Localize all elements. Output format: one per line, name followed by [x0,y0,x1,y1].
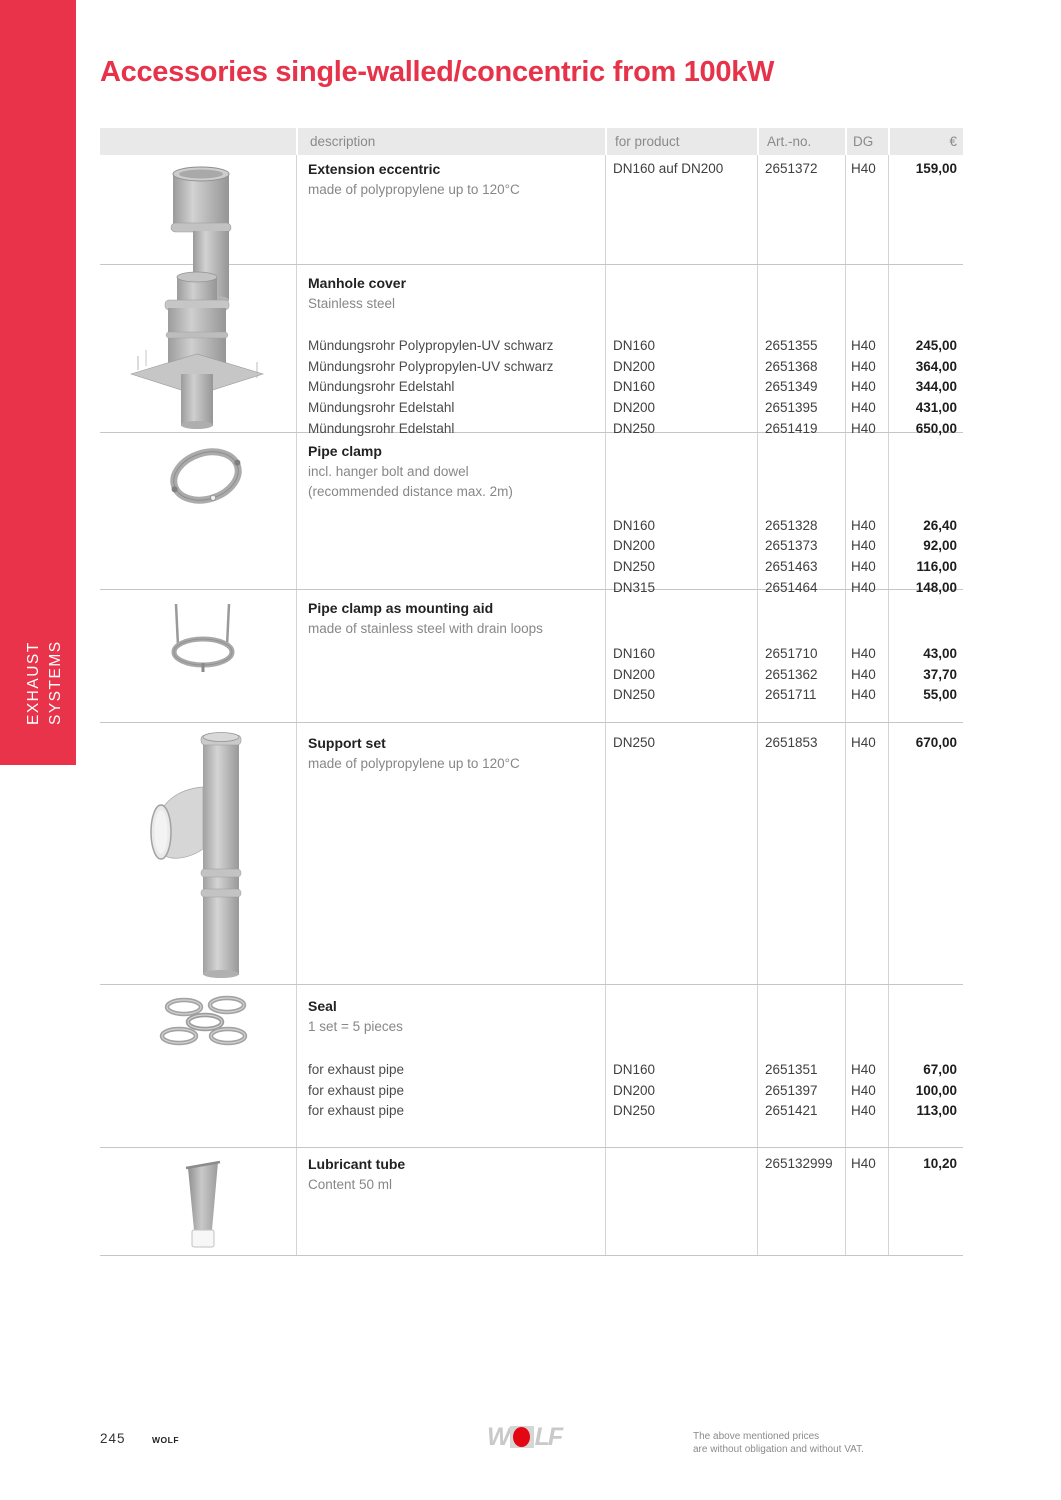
product-subtitle: incl. hanger bolt and dowel [308,463,469,479]
wolf-logo-lf: LF [534,1423,562,1451]
product-subtitle2: (recommended distance max. 2m) [308,484,513,500]
side-tab-line2: SYSTEMS [47,640,64,725]
variant-row: DN200 2651373 H40 92,00 [613,538,957,554]
product-title-line [100,735,963,756]
product-subtitle: made of polypropylene up to 120°C [308,181,520,197]
product-subtitle: Stainless steel [308,295,396,311]
accessories-table [100,128,963,1256]
price-value: 670,00 [915,735,957,750]
table-row [100,433,963,595]
variant-row: for exhaust pipe DN250 2651421 H40 113,00 [308,1103,957,1119]
variant-row: DN315 2651464 H40 148,00 [613,579,957,595]
product-title-line [100,443,963,464]
for-product-value [605,1156,757,1177]
variant-row: for exhaust pipe DN200 2651397 H40 100,00 [308,1082,957,1098]
table-row [100,723,963,985]
variant-row: for exhaust pipe DN160 2651351 H40 67,00 [308,1062,957,1078]
page-number: 245 [100,1431,126,1446]
variant-row: Mündungsrohr Edelstahl DN200 2651395 H40 431,00 [308,399,957,415]
table-row [100,265,963,436]
chapter-side-tab-label [23,597,69,747]
variant-row: DN160 2651710 H40 43,00 [613,646,957,662]
chapter-side-tab [0,0,76,765]
dg-value: H40 [851,735,876,750]
product-subtitle: made of polypropylene up to 120°C [308,755,520,771]
product-title-line [100,998,963,1019]
header-image-col [100,128,296,155]
variant-row: DN250 2651711 H40 55,00 [613,687,957,703]
table-row [100,985,963,1148]
product-title-line [100,275,963,296]
dg-value: H40 [851,161,876,176]
product-subtitle-line2 [100,484,963,505]
variant-row: Mündungsrohr Edelstahl DN160 2651349 H40 344,00 [308,379,957,395]
product-subtitle-line [100,621,963,642]
footer-brand-label: WOLF [152,1435,180,1445]
header-for-product: for product [605,128,757,155]
table-row [100,590,963,723]
table-row [100,155,963,265]
product-title: Lubricant tube [308,1156,406,1172]
wolf-logo-o-icon [510,1426,534,1448]
header-currency: € [888,128,963,155]
variant-row: DN200 2651362 H40 37,70 [613,666,957,682]
page-title: Accessories single-walled/concentric from 100kW [100,56,775,88]
table-header-row [100,128,963,155]
product-subtitle-line [100,1019,963,1040]
product-subtitle-line [100,464,963,485]
table-row [100,1148,963,1256]
art-no-value: 2651853 [765,735,818,750]
art-no-value: 2651372 [765,161,818,176]
for-product-value: DN160 auf DN200 [613,161,724,176]
product-subtitle-line [100,296,963,317]
footer-note-line1: The above mentioned prices [693,1431,820,1442]
header-dg: DG [845,128,888,155]
variant-row: DN250 2651463 H40 116,00 [613,558,957,574]
product-subtitle: Content 50 ml [308,1176,393,1192]
product-title: Extension eccentric [308,161,441,177]
product-subtitle-line [100,756,963,777]
product-title-line [100,1156,963,1177]
variant-row: Mündungsrohr Polypropylen-UV schwarz DN200 2651368 H40 364,00 [308,358,957,374]
product-subtitle: made of stainless steel with drain loops [308,620,543,636]
dg-value: H40 [851,1156,876,1171]
footer-price-note [693,1430,864,1456]
header-art-no: Art.-no. [757,128,845,155]
product-title: Pipe clamp as mounting aid [308,600,494,616]
variant-row: Mündungsrohr Polypropylen-UV schwarz DN160 2651355 H40 245,00 [308,338,957,354]
price-value: 10,20 [923,1156,957,1171]
product-subtitle: 1 set = 5 pieces [308,1018,403,1034]
product-title-line [100,600,963,621]
variant-row: DN160 2651328 H40 26,40 [613,517,957,533]
product-title: Pipe clamp [308,443,382,459]
wolf-logo [487,1424,561,1450]
product-title-line [100,161,963,182]
side-tab-line1: EXHAUST [25,641,42,725]
product-subtitle-line [100,182,963,203]
product-title: Support set [308,735,386,751]
for-product-value: DN250 [613,735,656,750]
product-subtitle-line [100,1177,963,1198]
art-no-value: 265132999 [765,1156,833,1171]
wolf-logo-w: W [487,1423,509,1451]
product-title: Seal [308,998,337,1014]
price-value: 159,00 [915,161,957,176]
variant-row: Mündungsrohr Edelstahl DN250 2651419 H40 650,00 [308,420,957,436]
header-description: description [296,128,605,155]
product-title: Manhole cover [308,275,407,291]
footer-note-line2: are without obligation and without VAT. [693,1444,864,1455]
